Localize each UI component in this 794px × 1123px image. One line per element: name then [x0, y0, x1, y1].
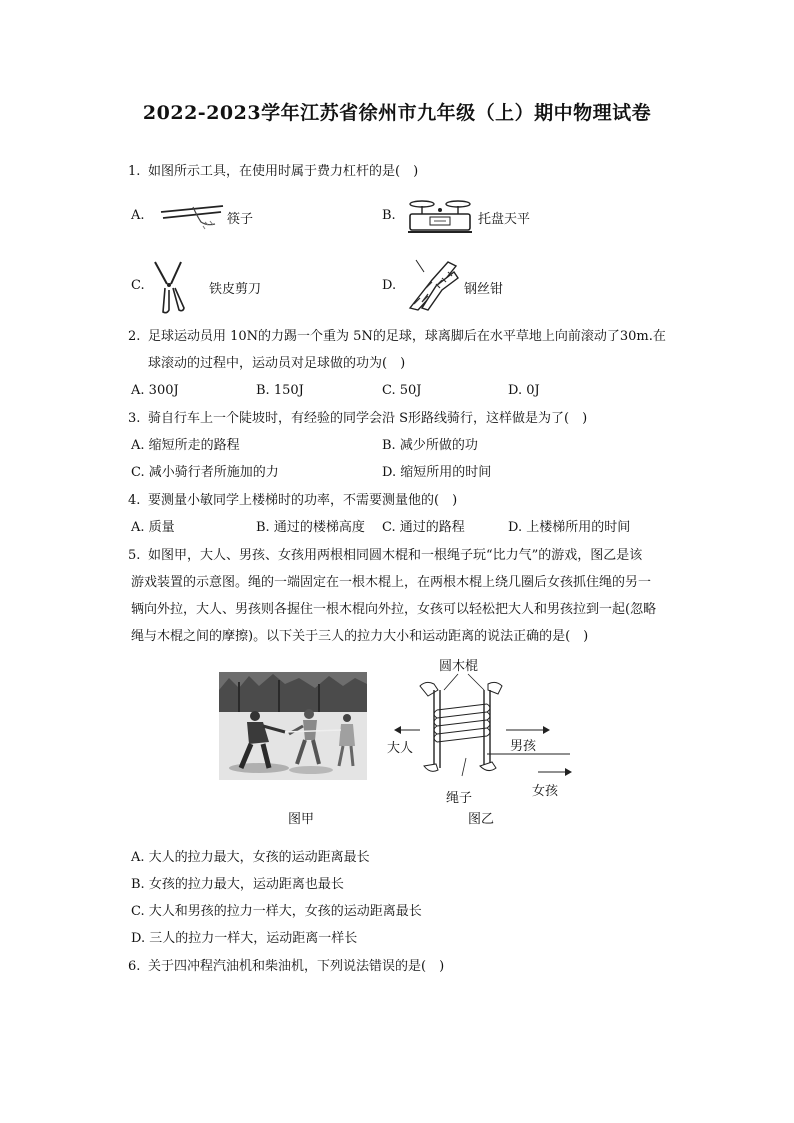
question-2-stem-cont: 球滚动的过程中，运动员对足球做的功为( ) — [148, 356, 406, 371]
q1-option-b — [382, 208, 582, 242]
option-label: D. — [508, 520, 523, 535]
option-label: B. — [131, 877, 145, 892]
option-text: 铁皮剪刀 — [209, 282, 262, 297]
option-text: 通过的楼梯高度 — [273, 520, 365, 535]
q4-option-a — [131, 520, 175, 536]
question-6-stem — [128, 959, 444, 975]
option-label: A. — [131, 520, 145, 535]
option-label: B. — [256, 520, 270, 535]
question-text-line: 如图甲，大人、男孩、女孩用两根相同圆木棍和一根绳子玩“比力气”的游戏，图乙是该 — [148, 548, 643, 563]
q5-option-c — [131, 904, 422, 920]
label-girl: 女孩 — [532, 784, 559, 799]
option-label: A. — [131, 208, 145, 223]
option-text: 减小骑行者所施加的力 — [148, 465, 279, 480]
question-text-line: 足球运动员用 10N的力踢一个重为 5N的足球，球离脚后在水平草地上向前滚动了30m.在 — [148, 329, 666, 344]
question-text: 如图所示工具，在使用时属于费力杠杆的是( ) — [148, 164, 419, 179]
chopsticks-icon — [157, 202, 227, 232]
option-text: 质量 — [148, 520, 175, 535]
option-label: A. — [131, 438, 145, 453]
option-label: D. — [382, 278, 397, 293]
question-number: 5. — [128, 548, 141, 563]
option-text: 300J — [148, 383, 179, 398]
option-label: D. — [508, 383, 523, 398]
option-label: D. — [131, 931, 146, 946]
question-1-stem — [128, 164, 418, 180]
q3-option-d — [382, 465, 491, 481]
question-5-stem-cont: 游戏装置的示意图。绳的一端固定在一根木棍上，在两根木棍上绕几圈后女孩抓住绳的另一 — [131, 575, 652, 590]
question-number: 2. — [128, 329, 141, 344]
option-label: C. — [131, 278, 145, 293]
question-5-stem — [128, 548, 642, 564]
q3-option-c — [131, 465, 279, 481]
option-label: A. — [131, 850, 145, 865]
q1-option-c — [131, 278, 331, 318]
option-label: B. — [382, 438, 396, 453]
figure-b-caption: 图乙 — [468, 812, 495, 827]
option-label: B. — [256, 383, 270, 398]
q1-option-a — [131, 208, 331, 238]
option-text: 女孩的拉力最大，运动距离也最长 — [148, 877, 344, 892]
balance-scale-icon — [404, 194, 476, 238]
q2-option-a — [131, 383, 179, 399]
question-3-stem — [128, 411, 587, 427]
option-text: 50J — [399, 383, 422, 398]
option-label: C. — [382, 383, 396, 398]
q2-option-d — [508, 383, 540, 399]
option-label: C. — [382, 520, 396, 535]
option-text: 0J — [526, 383, 540, 398]
option-label: B. — [382, 208, 396, 223]
figure-a-photo — [219, 672, 367, 780]
label-rope: 绳子 — [446, 791, 473, 806]
label-round-stick: 圆木棍 — [439, 659, 479, 674]
figure-a-caption: 图甲 — [288, 812, 315, 827]
option-text: 上楼梯所用的时间 — [526, 520, 631, 535]
option-text: 筷子 — [227, 212, 254, 227]
option-text: 150J — [273, 383, 304, 398]
q5-option-b — [131, 877, 344, 893]
q1-option-d — [382, 278, 582, 318]
option-text: 钢丝钳 — [464, 282, 504, 297]
label-adult: 大人 — [387, 741, 414, 756]
q2-option-b — [256, 383, 304, 399]
question-number: 1. — [128, 164, 141, 179]
question-4-stem — [128, 493, 457, 509]
label-boy: 男孩 — [510, 739, 537, 754]
question-text: 关于四冲程汽油机和柴油机，下列说法错误的是( ) — [148, 959, 445, 974]
option-text: 通过的路程 — [399, 520, 465, 535]
option-label: C. — [131, 904, 145, 919]
option-label: A. — [131, 383, 145, 398]
question-2-stem — [128, 329, 666, 345]
option-text: 缩短所用的时间 — [400, 465, 492, 480]
option-text: 三人的拉力一样大，运动距离一样长 — [149, 931, 358, 946]
question-text: 要测量小敏同学上楼梯时的功率，不需要测量他的( ) — [148, 493, 458, 508]
question-number: 4. — [128, 493, 141, 508]
q3-option-b — [382, 438, 478, 454]
option-label: D. — [382, 465, 397, 480]
option-text: 缩短所走的路程 — [148, 438, 240, 453]
question-5-stem-cont: 辆向外拉，大人、男孩则各握住一根木棍向外拉，女孩可以轻松把大人和男孩拉到一起(忽略 — [131, 602, 657, 617]
option-text: 托盘天平 — [478, 212, 531, 227]
q3-option-a — [131, 438, 240, 454]
q4-option-d — [508, 520, 630, 536]
option-text: 减少所做的功 — [399, 438, 478, 453]
option-text: 大人的拉力最大，女孩的运动距离最长 — [148, 850, 370, 865]
question-text: 骑自行车上一个陡坡时，有经验的同学会沿 S形路线骑行，这样做是为了( ) — [148, 411, 588, 426]
question-number: 3. — [128, 411, 141, 426]
q2-option-c — [382, 383, 422, 399]
q5-option-a — [131, 850, 370, 866]
q4-option-b — [256, 520, 365, 536]
option-text: 大人和男孩的拉力一样大，女孩的运动距离最长 — [148, 904, 422, 919]
question-number: 6. — [128, 959, 141, 974]
page-title: 2022-2023学年江苏省徐州市九年级（上）期中物理试卷 — [142, 102, 652, 124]
q5-option-d — [131, 931, 357, 947]
tin-snips-icon — [149, 258, 195, 316]
question-5-stem-cont: 绳与木棍之间的摩擦)。以下关于三人的拉力大小和运动距离的说法正确的是( ) — [131, 629, 589, 644]
q4-option-c — [382, 520, 465, 536]
pliers-icon — [402, 256, 464, 312]
option-label: C. — [131, 465, 145, 480]
